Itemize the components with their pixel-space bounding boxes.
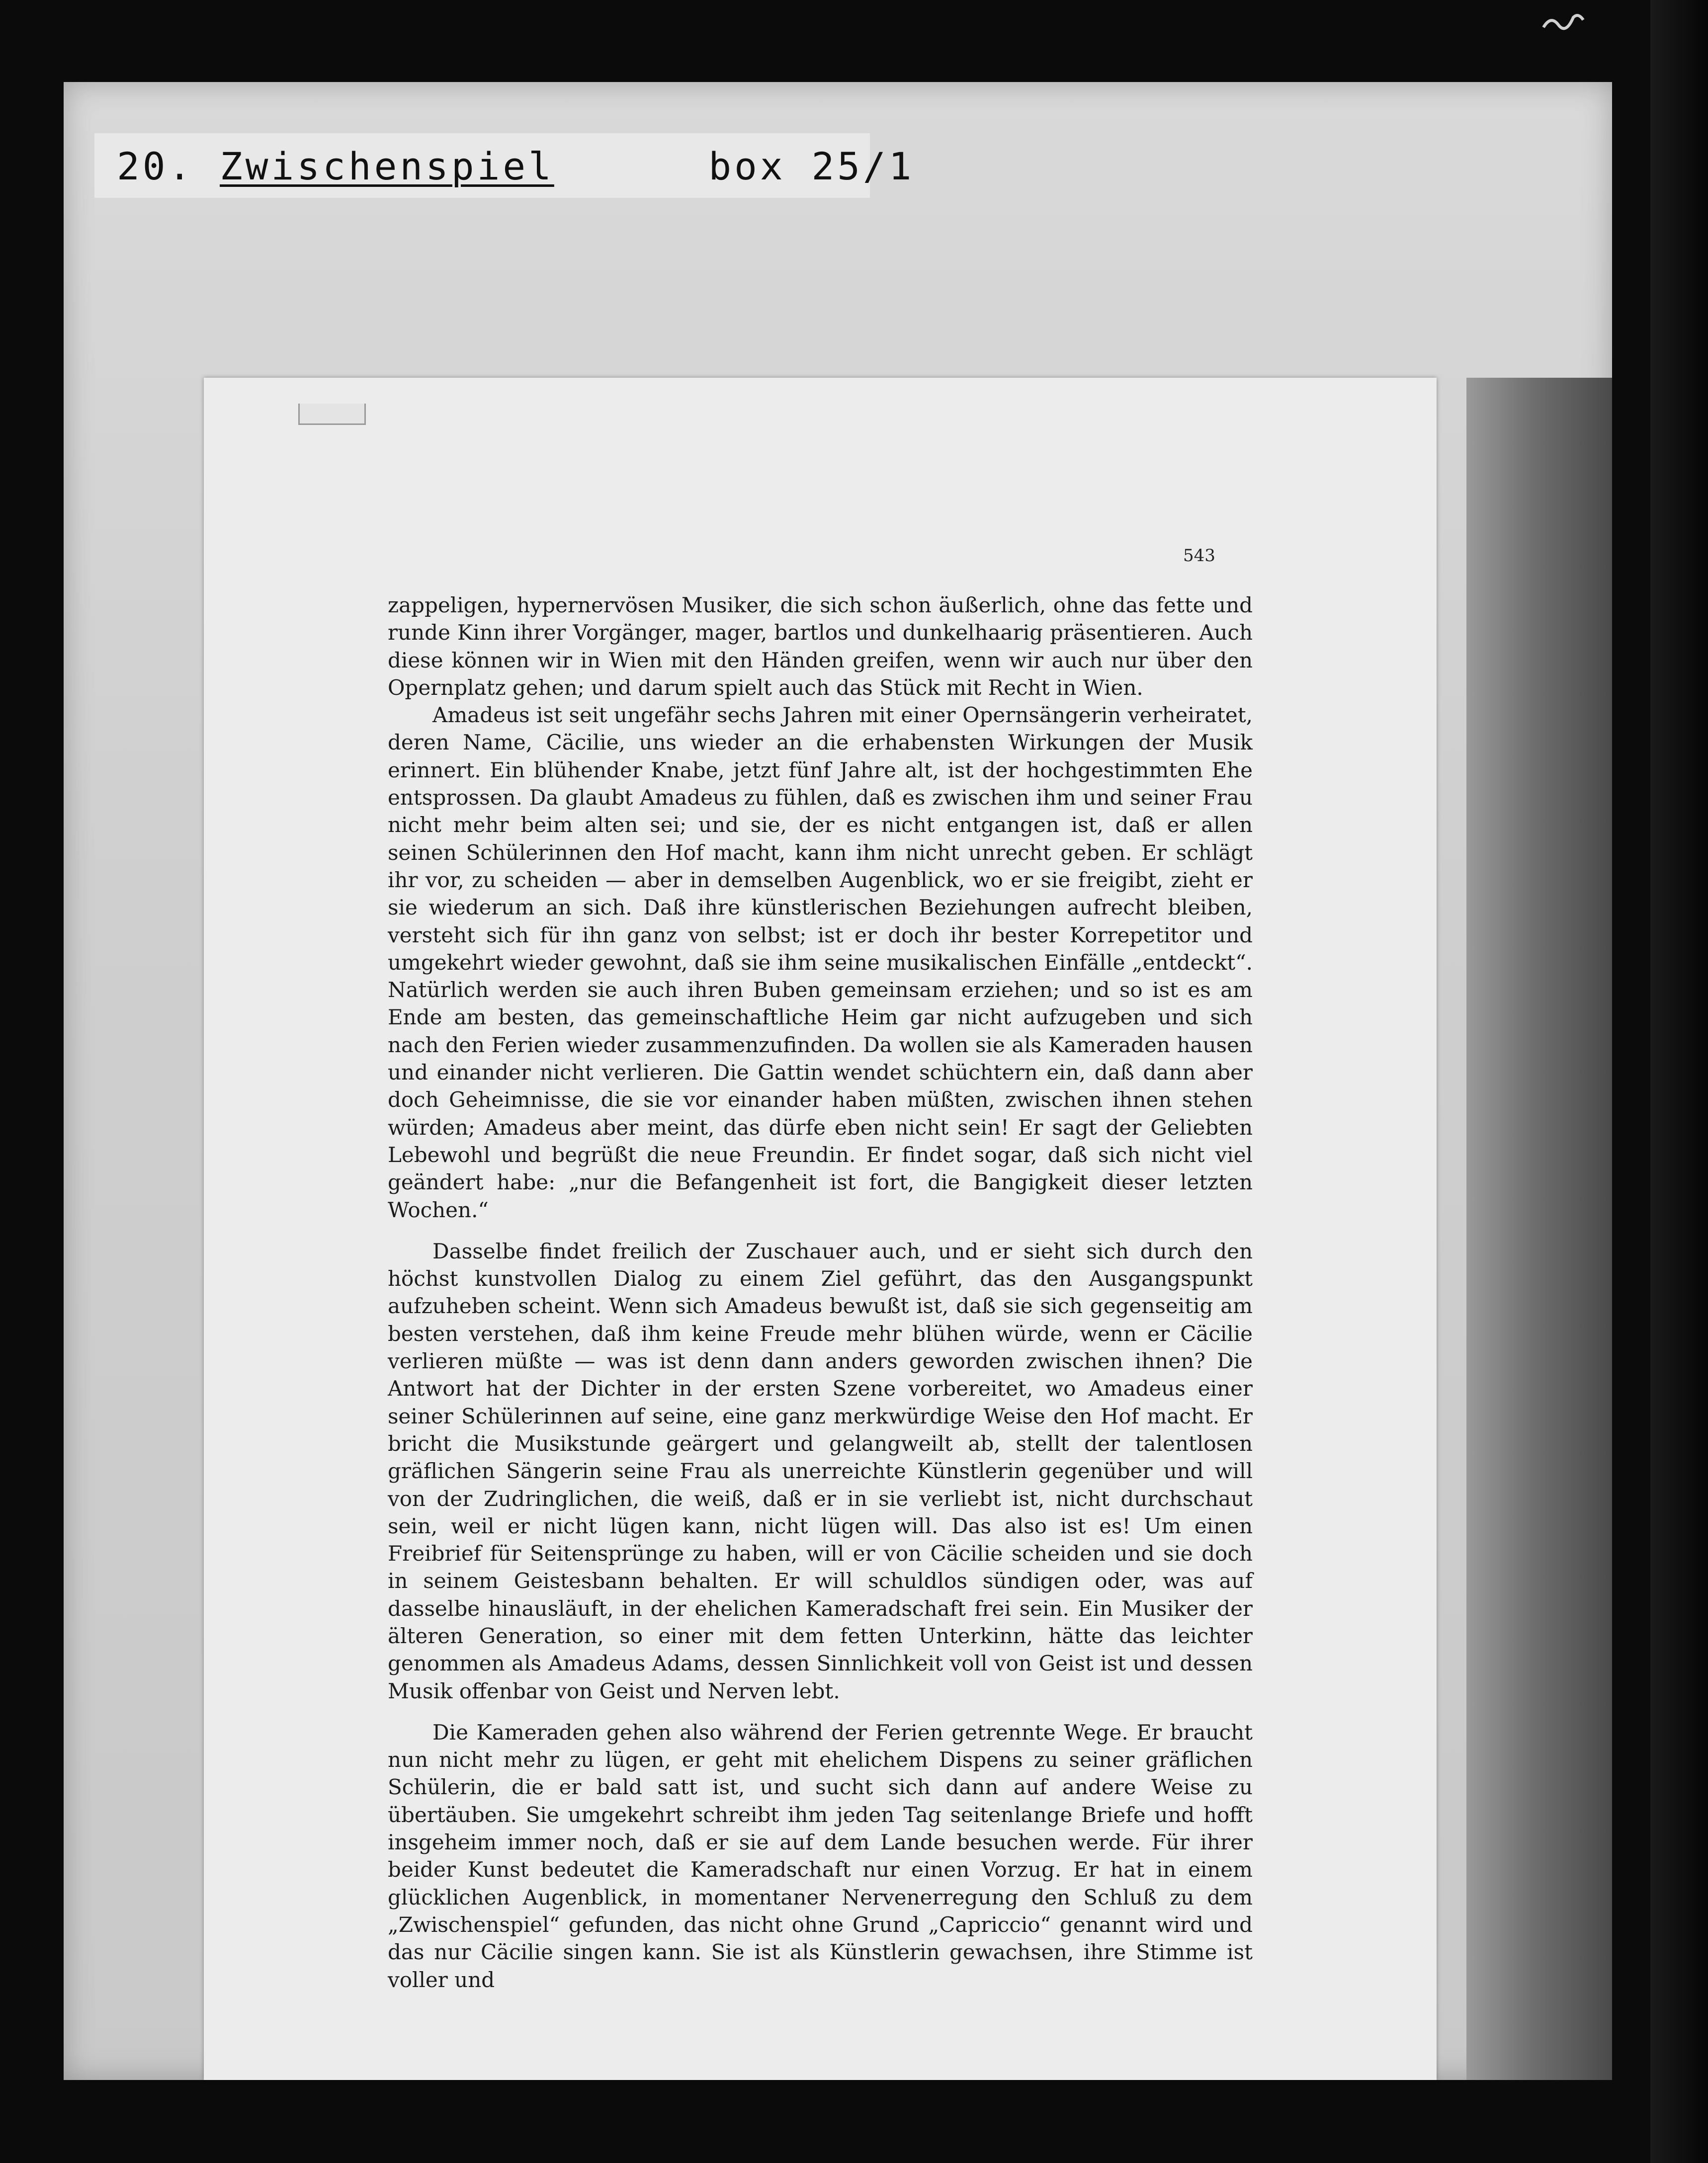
paragraph-2: Amadeus ist seit ungefähr sechs Jahren mit einer Opernsängerin verheiratet, deren Name, Cäcilie, uns wieder an die erhabensten Wirkungen der Musik erinnert. Ein blühender Knabe, jetzt fünf Jahre alt, ist der hochgestimmten Ehe entsprossen. Da glaubt Amadeus zu fühlen, daß es zwischen ihm und seiner Frau nicht mehr beim alten sei; und sie, der es nicht entgangen ist, daß er allen seinen Schülerinnen den Hof macht, kann ihm nicht unrecht geben. Er schlägt ihr vor, zu scheiden — aber in demselben Augenblick, wo er sie freigibt, zieht er sie wiederum an sich. Daß ihre künstlerischen Beziehungen aufrecht bleiben, versteht sich für ihn ganz von selbst; ist er doch ihr bester Korrepetitor und umgekehrt wieder gewohnt, daß sie ihm seine musikalischen Einfälle „entdeckt“. Natürlich werden sie auch ihren Buben gemeinsam erziehen; und so ist es am Ende am besten, das gemeinschaftliche Heim gar nicht aufzugeben und sich nach den Ferien wieder zusammenzufinden. Da wollen sie als Kameraden hausen und einander nicht verlieren. Die Gattin wendet schüchtern ein, daß dann aber doch Geheimnisse, die sie vor einander haben müßten, zwischen ihnen stehen würden; Amadeus aber meint, das dürfe eben nicht sein! Er sagt der Geliebten Lebewohl und begrüßt die neue Freundin. Er findet sogar, daß sich nicht viel geändert habe: „nur die Befangenheit ist fort, die Bangigkeit dieser letzten Wochen.“: [388, 703, 1253, 1222]
pen-mark: [1541, 5, 1586, 35]
clipping-body: [388, 591, 1253, 1994]
paragraph-3: Dasselbe findet freilich der Zuschauer auch, und er sieht sich durch den höchst kunstvollen Dialog zu einem Ziel geführt, das den Ausgangspunkt aufzuheben scheint. Wenn sich Amadeus bewußt ist, daß sie sich gegenseitig am besten verstehen, daß ihm keine Freude mehr blühen würde, wenn er Cäcilie verlieren müßte — was ist denn dann anders geworden zwischen ihnen? Die Antwort hat der Dichter in der ersten Szene vorbereitet, wo Amadeus einer seiner Schülerinnen auf seine, eine ganz merkwürdige Weise den Hof macht. Er bricht die Musikstunde geärgert und gelangweilt ab, stellt der talentlosen gräflichen Sängerin seine Frau als unerreichte Künstlerin gegenüber und will von der Zudringlichen, die weiß, daß er in sie verliebt ist, nicht durchschaut sein, weil er nicht lügen kann, nicht lügen will. Das also ist es! Um einen Freibrief für Seitensprünge zu haben, will er von Cäcilie scheiden und sie doch in seinem Geistesbann behalten. Er will schuldlos sündigen oder, was auf dasselbe hinausläuft, in der ehelichen Kameradschaft frei sein. Ein Musiker der älteren Generation, so einer mit dem fetten Unterkinn, hätte das leichter genommen als Amadeus Adams, dessen Sinnlichkeit voll von Geist ist und dessen Musik offenbar von Geist und Nerven lebt.: [388, 1239, 1253, 1703]
scan-dark-border: [1650, 0, 1708, 2163]
archive-label: [117, 144, 914, 189]
clipping-tab: [298, 404, 366, 425]
paragraph-4: Die Kameraden gehen also während der Ferien getrennte Wege. Er braucht nun nicht mehr zu lügen, er geht mit ehelichem Dispens zu seiner gräflichen Schülerin, die er bald satt ist, und sucht sich dann auf andere Weise zu übertäuben. Sie umgekehrt schreibt ihm jeden Tag seitenlange Briefe und hofft insgeheim immer noch, daß er sie auf dem Lande besuchen werde. Für ihrer beider Kunst bedeutet die Kameradschaft nur einen Vorzug. Er hat in einem glücklichen Augenblick, in momentaner Nervenerregung den Schluß zu dem „Zwischenspiel“ gefunden, das nicht ohne Grund „Capriccio“ genannt wird und das nur Cäcilie singen kann. Sie ist als Künstlerin gewachsen, ihre Stimme ist voller und: [388, 1720, 1253, 1992]
paragraph-1: zappeligen, hypernervösen Musiker, die sich schon äußerlich, ohne das fette und runde Kinn ihrer Vorgänger, mager, bartlos und dunkelhaarig präsentieren. Auch diese können wir in Wien mit den Händen greifen, wenn wir auch nur über den Opernplatz gehen; und darum spielt auch das Stück mit Recht in Wien.: [388, 593, 1253, 700]
card-shadow: [1466, 378, 1612, 2080]
page-number: 543: [1183, 546, 1215, 566]
label-number: 20.: [117, 144, 194, 188]
label-title: Zwischenspiel: [220, 144, 554, 188]
label-box: box 25/1: [708, 144, 915, 188]
